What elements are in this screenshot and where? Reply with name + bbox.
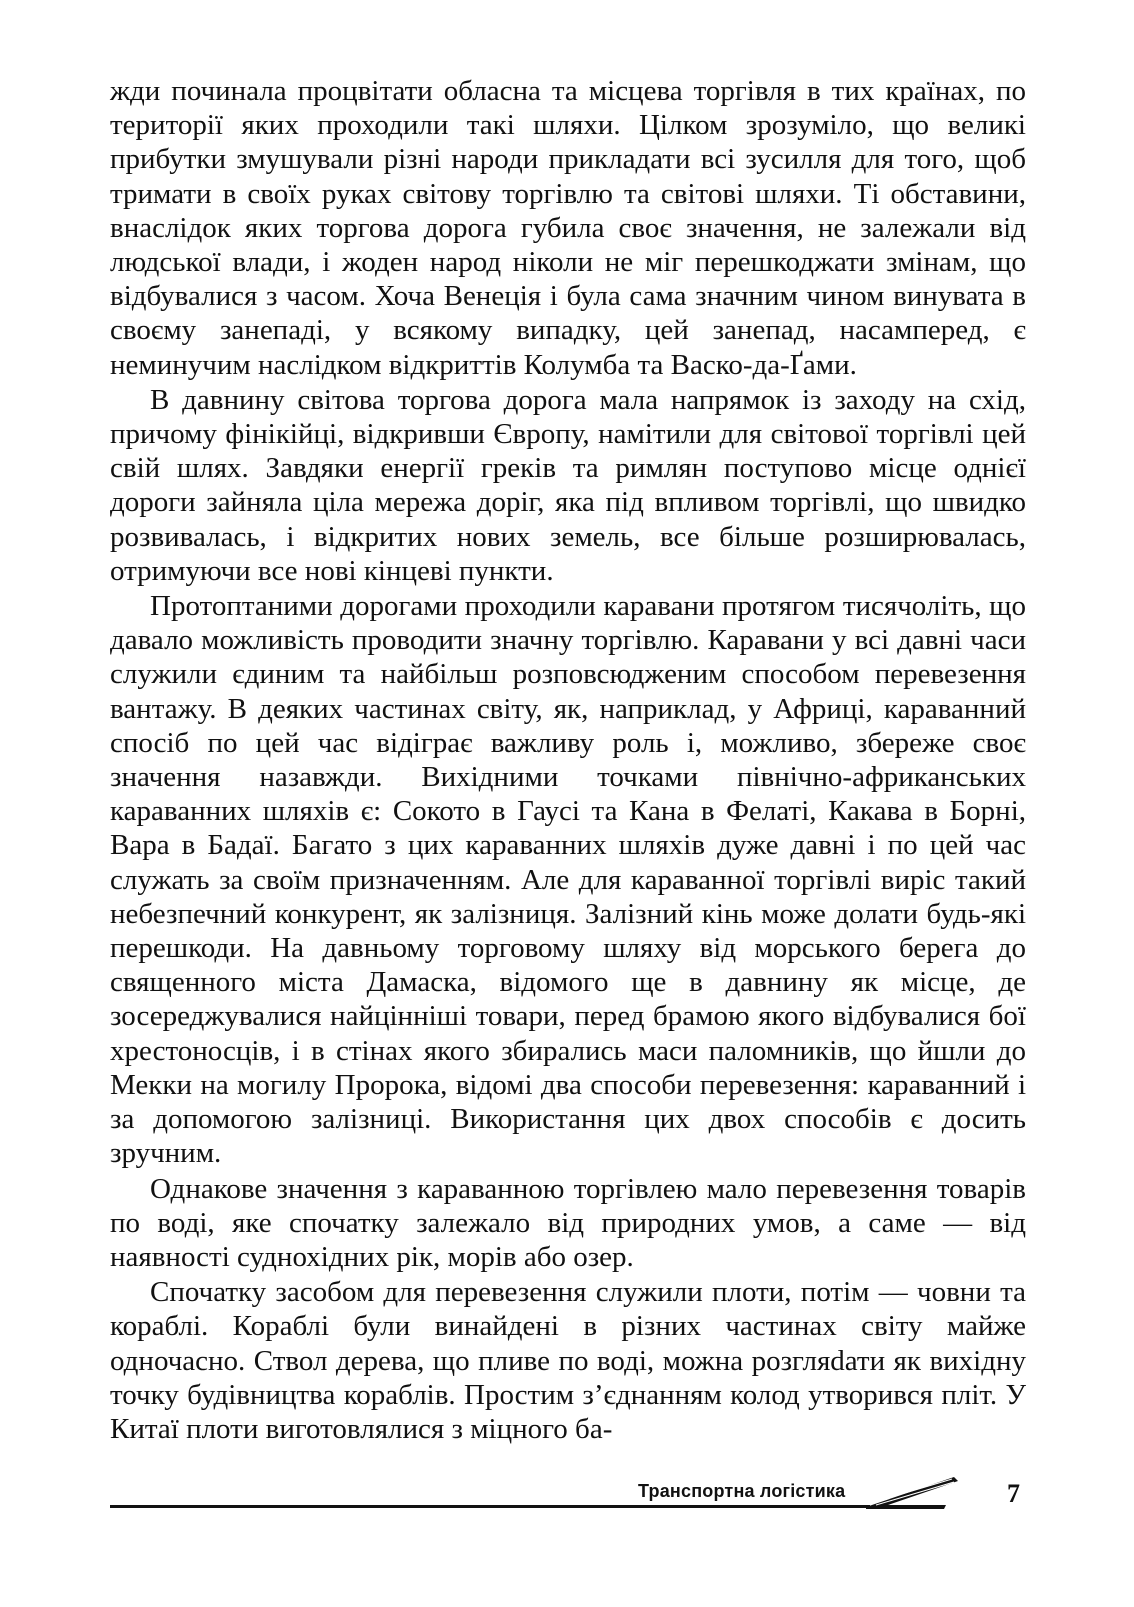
- paragraph-2: В давнину світова торгова дорога мала напрямок із заходу на схід, причому фінікійці, відкривши Європу, намітили для світової торгівлі цей свій шлях. Завдяки енергії греків та римлян поступово місце однієї дороги зайняла ціла мережа доріг, яка під впливом торгівлі, що швидко розвивалась, і відкритих нових земель, все більше розширювалась, отримуючи все нові кінцеві пункти.: [110, 383, 1026, 587]
- paragraph-1: жди починала процвітати обласна та місцева торгівля в тих країнах, по території яких проходили такі шляхи. Цілком зрозуміло, що великі прибутки змушували різні народи прикладати всі зусилля для того, щоб тримати в своїх руках світову торгівлю та світові шляхи. Ті обставини, внаслідок яких торгова дорога губила своє значення, не залежали від людської влади, і жоден народ ніколи не міг перешкоджати змінам, що відбувалися з часом. Хоча Венеція і була сама значним чином винувата в своєму занепаді, у всякому випадку, цей занепад, насамперед, є неминучим наслідком відкриттів Колумба та Васко-да-Ґами.: [110, 75, 1026, 381]
- paragraph-3: Протоптаними дорогами проходили каравани протягом тисячоліть, що давало можливість проводити значну торгівлю. Каравани у всі давні часи служили єдиним та найбільш розповсюдженим способом перевезення вантажу. В деяких частинах світу, як, наприклад, у Африці, караванний спосіб по цей час відіграє важливу роль і, можливо, збереже своє значення назавжди. Вихідними точками північно-африканських караванних шляхів є: Сокото в Гаусі та Кана в Фелаті, Какава в Борні, Вара в Бадаї. Багато з цих караванних шляхів дуже давні і по цей час служать за своїм призначенням. Але для караванної торгівлі виріс такий небезпечний конкурент, як залізниця. Залізний кінь може долати будь-які перешкоди. На давньому торговому шляху від морського берега до священного міста Дамаска, відомого ще в давнину як місце, де зосереджувалися найцінніші товари, перед брамою якого відбувалися бої хрестоносців, і в стінах якого збирались маси паломників, що йшли до Мекки на могилу Пророка, відомі два способи перевезення: караванний і за допомогою залізниці. Використання цих двох способів є досить зручним.: [110, 590, 1026, 1170]
- paragraph-5: Спочатку засобом для перевезення служили плоти, потім — човни та кораблі. Кораблі були винайдені в різних частинах світу майже одночасно. Ствол дерева, що пливе по воді, можна розгляdати як вихідну точку будівництва кораблів. Простим з’єднанням колод утворився пліт. У Китаї плоти виготовлялися з міцного ба-: [110, 1276, 1026, 1445]
- page-footer: [110, 1467, 1026, 1527]
- paragraph-4: Однакове значення з караванною торгівлею мало перевезення товарів по воді, яке спочатку залежало від природних умов, а саме — від наявності суднохідних рік, морів або озер.: [110, 1172, 1026, 1273]
- footer-rule: [110, 1505, 870, 1508]
- footer-wedge-ornament-icon: [866, 1475, 966, 1515]
- page-number: 7: [1007, 1479, 1020, 1508]
- page-body-text: [110, 74, 1026, 1446]
- running-footer-title: Транспортна логістика: [638, 1481, 846, 1501]
